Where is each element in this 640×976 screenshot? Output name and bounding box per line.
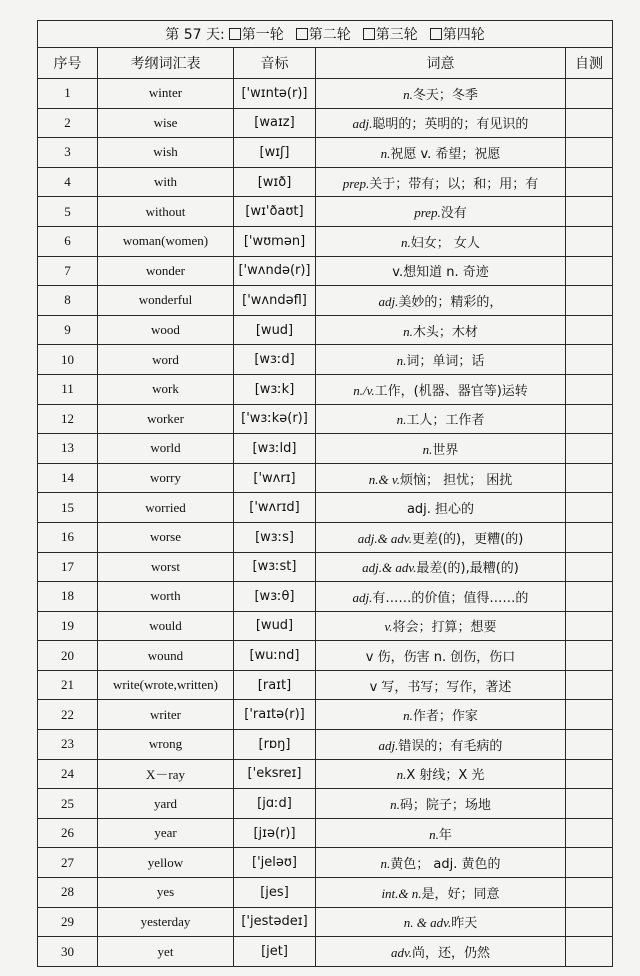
meaning-text: 关于；带有；以；和；用；有 bbox=[369, 176, 539, 192]
part-of-speech: n. bbox=[403, 323, 413, 339]
row-word: yellow bbox=[98, 848, 234, 878]
self-test-cell[interactable] bbox=[566, 907, 613, 937]
row-phonetic: [jet] bbox=[234, 937, 316, 967]
row-meaning bbox=[316, 138, 566, 168]
row-number: 20 bbox=[38, 641, 98, 671]
row-phonetic: [wɜːld] bbox=[234, 434, 316, 464]
row-meaning bbox=[316, 197, 566, 227]
row-meaning bbox=[316, 315, 566, 345]
row-number: 4 bbox=[38, 167, 98, 197]
row-word: write(wrote,written) bbox=[98, 670, 234, 700]
row-meaning bbox=[316, 611, 566, 641]
row-number: 22 bbox=[38, 700, 98, 730]
self-test-cell[interactable] bbox=[566, 315, 613, 345]
row-word: yet bbox=[98, 937, 234, 967]
row-word: worker bbox=[98, 404, 234, 434]
row-number: 27 bbox=[38, 848, 98, 878]
column-header-phonetic: 音标 bbox=[234, 48, 316, 79]
row-meaning bbox=[316, 493, 566, 523]
vocabulary-rows bbox=[38, 79, 613, 967]
self-test-cell[interactable] bbox=[566, 582, 613, 612]
part-of-speech: adj. bbox=[378, 293, 399, 309]
row-word: worried bbox=[98, 493, 234, 523]
self-test-cell[interactable] bbox=[566, 878, 613, 908]
row-word: work bbox=[98, 374, 234, 404]
row-number: 9 bbox=[38, 315, 98, 345]
row-number: 15 bbox=[38, 493, 98, 523]
row-number: 7 bbox=[38, 256, 98, 286]
table-row bbox=[38, 374, 613, 404]
row-word: yes bbox=[98, 878, 234, 908]
row-number: 29 bbox=[38, 907, 98, 937]
day-header bbox=[38, 21, 613, 48]
row-phonetic: [wuːnd] bbox=[234, 641, 316, 671]
row-number: 11 bbox=[38, 374, 98, 404]
self-test-cell[interactable] bbox=[566, 108, 613, 138]
table-row bbox=[38, 197, 613, 227]
table-row bbox=[38, 848, 613, 878]
self-test-cell[interactable] bbox=[566, 404, 613, 434]
part-of-speech: n. & adv. bbox=[403, 915, 452, 931]
part-of-speech: n. bbox=[401, 234, 411, 250]
row-phonetic: [wɜːd] bbox=[234, 345, 316, 375]
column-header-row bbox=[38, 48, 613, 79]
row-phonetic: [wɪ'ðaʊt] bbox=[234, 197, 316, 227]
meaning-text: v 写，书写；写作，著述 bbox=[369, 679, 512, 695]
row-number: 16 bbox=[38, 522, 98, 552]
row-phonetic: [wɪð] bbox=[234, 167, 316, 197]
row-meaning bbox=[316, 730, 566, 760]
row-phonetic: [waɪz] bbox=[234, 108, 316, 138]
part-of-speech: n. bbox=[380, 856, 391, 872]
row-meaning bbox=[316, 670, 566, 700]
column-header-self-test: 自测 bbox=[566, 48, 613, 79]
meaning-text: 烦恼； 担忧； 困扰 bbox=[399, 472, 513, 488]
row-number: 3 bbox=[38, 138, 98, 168]
part-of-speech: n. bbox=[390, 797, 400, 813]
table-row bbox=[38, 434, 613, 464]
row-meaning bbox=[316, 759, 566, 789]
meaning-text: 更差(的)，更糟(的) bbox=[411, 531, 524, 547]
row-word: writer bbox=[98, 700, 234, 730]
row-word: winter bbox=[98, 79, 234, 109]
self-test-cell[interactable] bbox=[566, 611, 613, 641]
table-row bbox=[38, 818, 613, 848]
table-row bbox=[38, 315, 613, 345]
row-meaning bbox=[316, 404, 566, 434]
self-test-cell[interactable] bbox=[566, 138, 613, 168]
row-phonetic: [wud] bbox=[234, 611, 316, 641]
row-phonetic: ['wʊmən] bbox=[234, 226, 316, 256]
row-word: yard bbox=[98, 789, 234, 819]
table-row bbox=[38, 582, 613, 612]
row-word: yesterday bbox=[98, 907, 234, 937]
part-of-speech: n. bbox=[422, 441, 433, 457]
self-test-cell[interactable] bbox=[566, 167, 613, 197]
row-number: 13 bbox=[38, 434, 98, 464]
row-meaning bbox=[316, 818, 566, 848]
row-meaning bbox=[316, 167, 566, 197]
part-of-speech: adj. bbox=[352, 116, 373, 132]
meaning-text: 聪明的；英明的；有见识的 bbox=[372, 117, 529, 133]
table-row bbox=[38, 907, 613, 937]
day-label: 第 57 天: bbox=[165, 27, 225, 43]
row-number: 5 bbox=[38, 197, 98, 227]
part-of-speech: n. bbox=[396, 353, 407, 369]
row-number: 26 bbox=[38, 818, 98, 848]
round-checkbox-1[interactable] bbox=[229, 28, 241, 40]
row-meaning bbox=[316, 582, 566, 612]
row-number: 30 bbox=[38, 937, 98, 967]
part-of-speech: int.& n. bbox=[381, 885, 422, 901]
row-number: 23 bbox=[38, 730, 98, 760]
column-header-number: 序号 bbox=[38, 48, 98, 79]
part-of-speech: adj.& adv. bbox=[357, 530, 412, 546]
self-test-cell[interactable] bbox=[566, 345, 613, 375]
round-label-1: 第一轮 bbox=[241, 27, 284, 43]
meaning-text: 工作，(机器、器官等)运转 bbox=[374, 383, 528, 399]
row-number: 21 bbox=[38, 670, 98, 700]
meaning-text: X 射线；X 光 bbox=[406, 768, 485, 784]
row-word: wood bbox=[98, 315, 234, 345]
title-row bbox=[38, 21, 613, 48]
row-phonetic: [wɪʃ] bbox=[234, 138, 316, 168]
column-header-word: 考纲词汇表 bbox=[98, 48, 234, 79]
meaning-text: 有……的价值；值得……的 bbox=[372, 590, 529, 606]
round-checkbox-2[interactable] bbox=[296, 28, 308, 40]
row-number: 19 bbox=[38, 611, 98, 641]
row-meaning bbox=[316, 226, 566, 256]
part-of-speech: adj.& adv. bbox=[362, 560, 417, 576]
row-word: wise bbox=[98, 108, 234, 138]
table-row bbox=[38, 79, 613, 109]
round-label-2: 第二轮 bbox=[308, 27, 351, 43]
row-phonetic: [rɒŋ] bbox=[234, 730, 316, 760]
row-meaning bbox=[316, 256, 566, 286]
row-word: woman(women) bbox=[98, 226, 234, 256]
table-row bbox=[38, 937, 613, 967]
row-phonetic: ['jestədeɪ] bbox=[234, 907, 316, 937]
row-word: world bbox=[98, 434, 234, 464]
row-word: with bbox=[98, 167, 234, 197]
table-row bbox=[38, 670, 613, 700]
self-test-cell[interactable] bbox=[566, 937, 613, 967]
part-of-speech: n. bbox=[403, 708, 413, 724]
row-phonetic: [wud] bbox=[234, 315, 316, 345]
table-row bbox=[38, 138, 613, 168]
row-word: word bbox=[98, 345, 234, 375]
table-row bbox=[38, 463, 613, 493]
row-meaning bbox=[316, 79, 566, 109]
row-word: wonderful bbox=[98, 286, 234, 316]
self-test-cell[interactable] bbox=[566, 759, 613, 789]
part-of-speech: n. bbox=[396, 767, 407, 783]
row-meaning bbox=[316, 434, 566, 464]
self-test-cell[interactable] bbox=[566, 641, 613, 671]
row-number: 12 bbox=[38, 404, 98, 434]
part-of-speech: n. bbox=[396, 412, 407, 428]
row-meaning bbox=[316, 463, 566, 493]
self-test-cell[interactable] bbox=[566, 730, 613, 760]
row-phonetic: [jɪə(r)] bbox=[234, 818, 316, 848]
row-word: worse bbox=[98, 522, 234, 552]
self-test-cell[interactable] bbox=[566, 226, 613, 256]
self-test-cell[interactable] bbox=[566, 818, 613, 848]
vocabulary-table bbox=[37, 20, 613, 967]
table-row bbox=[38, 167, 613, 197]
row-phonetic: [wɜːθ] bbox=[234, 582, 316, 612]
row-number: 25 bbox=[38, 789, 98, 819]
meaning-text: 将会；打算；想要 bbox=[392, 620, 497, 636]
row-number: 8 bbox=[38, 286, 98, 316]
meaning-text: adj. 担心的 bbox=[406, 502, 475, 518]
row-phonetic: ['eksreɪ] bbox=[234, 759, 316, 789]
self-test-cell[interactable] bbox=[566, 493, 613, 523]
part-of-speech: n./v. bbox=[353, 382, 375, 398]
round-label-3: 第三轮 bbox=[375, 27, 418, 43]
meaning-text: 错误的；有毛病的 bbox=[398, 738, 503, 754]
column-header-meaning: 词意 bbox=[316, 48, 566, 79]
meaning-text: 昨天 bbox=[451, 916, 478, 932]
table-row bbox=[38, 493, 613, 523]
row-phonetic: ['wɪntə(r)] bbox=[234, 79, 316, 109]
row-phonetic: [jes] bbox=[234, 878, 316, 908]
table-row bbox=[38, 759, 613, 789]
row-phonetic: ['wʌndəfl] bbox=[234, 286, 316, 316]
row-phonetic: ['wʌrɪ] bbox=[234, 463, 316, 493]
row-phonetic: [wɜːk] bbox=[234, 374, 316, 404]
row-number: 17 bbox=[38, 552, 98, 582]
row-meaning bbox=[316, 522, 566, 552]
row-meaning bbox=[316, 345, 566, 375]
row-meaning bbox=[316, 937, 566, 967]
row-meaning bbox=[316, 108, 566, 138]
row-meaning bbox=[316, 641, 566, 671]
meaning-text: 黄色； adj. 黄色的 bbox=[390, 857, 501, 873]
table-row bbox=[38, 700, 613, 730]
meaning-text: 码；院子；场地 bbox=[399, 798, 491, 814]
row-phonetic: ['wʌrɪd] bbox=[234, 493, 316, 523]
row-phonetic: [wɜːs] bbox=[234, 522, 316, 552]
row-word: worth bbox=[98, 582, 234, 612]
self-test-cell[interactable] bbox=[566, 848, 613, 878]
row-number: 10 bbox=[38, 345, 98, 375]
row-phonetic: [jɑːd] bbox=[234, 789, 316, 819]
meaning-text: 年 bbox=[438, 827, 452, 843]
self-test-cell[interactable] bbox=[566, 374, 613, 404]
row-phonetic: ['raɪtə(r)] bbox=[234, 700, 316, 730]
table-row bbox=[38, 522, 613, 552]
table-row bbox=[38, 789, 613, 819]
meaning-text: 没有 bbox=[440, 206, 467, 222]
meaning-text: 工人；工作者 bbox=[406, 413, 485, 429]
meaning-text: 妇女； 女人 bbox=[410, 235, 480, 251]
row-meaning bbox=[316, 374, 566, 404]
self-test-cell[interactable] bbox=[566, 286, 613, 316]
part-of-speech: prep. bbox=[414, 205, 441, 221]
self-test-cell[interactable] bbox=[566, 552, 613, 582]
row-phonetic: ['jeləʊ] bbox=[234, 848, 316, 878]
meaning-text: v.想知道 n. 奇迹 bbox=[392, 265, 489, 281]
row-phonetic: [raɪt] bbox=[234, 670, 316, 700]
part-of-speech: adj. bbox=[378, 737, 399, 753]
part-of-speech: adv. bbox=[390, 945, 413, 961]
round-checkbox-3[interactable] bbox=[363, 28, 375, 40]
table-row bbox=[38, 286, 613, 316]
self-test-cell[interactable] bbox=[566, 434, 613, 464]
round-label-4: 第四轮 bbox=[442, 27, 485, 43]
meaning-text: 是，好；同意 bbox=[421, 886, 500, 902]
table-row bbox=[38, 226, 613, 256]
table-row bbox=[38, 878, 613, 908]
self-test-cell[interactable] bbox=[566, 700, 613, 730]
row-number: 1 bbox=[38, 79, 98, 109]
round-checkbox-4[interactable] bbox=[430, 28, 442, 40]
row-meaning bbox=[316, 848, 566, 878]
meaning-text: 作者；作家 bbox=[412, 709, 478, 725]
meaning-text: 祝愿 v. 希望；祝愿 bbox=[390, 146, 501, 162]
meaning-text: 最差(的),最糟(的) bbox=[416, 561, 519, 577]
row-phonetic: ['wɜːkə(r)] bbox=[234, 404, 316, 434]
self-test-cell[interactable] bbox=[566, 197, 613, 227]
meaning-text: 词；单词；话 bbox=[406, 354, 485, 370]
row-number: 28 bbox=[38, 878, 98, 908]
row-meaning bbox=[316, 878, 566, 908]
meaning-text: v 伤，伤害 n. 创伤，伤口 bbox=[365, 650, 516, 666]
part-of-speech: prep. bbox=[342, 175, 370, 191]
table-row bbox=[38, 345, 613, 375]
row-number: 18 bbox=[38, 582, 98, 612]
row-meaning bbox=[316, 789, 566, 819]
table-row bbox=[38, 641, 613, 671]
self-test-cell[interactable] bbox=[566, 256, 613, 286]
row-word: X－ray bbox=[98, 759, 234, 789]
row-phonetic: ['wʌndə(r)] bbox=[234, 256, 316, 286]
row-number: 24 bbox=[38, 759, 98, 789]
row-meaning bbox=[316, 286, 566, 316]
row-word: wound bbox=[98, 641, 234, 671]
row-word: without bbox=[98, 197, 234, 227]
self-test-cell[interactable] bbox=[566, 522, 613, 552]
meaning-text: 尚，还，仍然 bbox=[412, 946, 491, 962]
row-word: wish bbox=[98, 138, 234, 168]
self-test-cell[interactable] bbox=[566, 79, 613, 109]
row-meaning bbox=[316, 907, 566, 937]
meaning-text: 世界 bbox=[432, 442, 459, 458]
table-row bbox=[38, 730, 613, 760]
table-row bbox=[38, 404, 613, 434]
row-number: 6 bbox=[38, 226, 98, 256]
row-number: 2 bbox=[38, 108, 98, 138]
self-test-cell[interactable] bbox=[566, 463, 613, 493]
part-of-speech: n. bbox=[429, 826, 439, 842]
table-row bbox=[38, 552, 613, 582]
meaning-text: 冬天；冬季 bbox=[412, 87, 478, 103]
row-phonetic: [wɜːst] bbox=[234, 552, 316, 582]
part-of-speech: adj. bbox=[352, 589, 373, 605]
row-number: 14 bbox=[38, 463, 98, 493]
row-word: wrong bbox=[98, 730, 234, 760]
row-word: would bbox=[98, 611, 234, 641]
table-row bbox=[38, 256, 613, 286]
part-of-speech: n. bbox=[403, 86, 413, 102]
row-meaning bbox=[316, 700, 566, 730]
row-meaning bbox=[316, 552, 566, 582]
row-word: worst bbox=[98, 552, 234, 582]
meaning-text: 美妙的；精彩的， bbox=[398, 294, 503, 310]
table-row bbox=[38, 108, 613, 138]
meaning-text: 木头；木材 bbox=[412, 324, 478, 340]
row-word: wonder bbox=[98, 256, 234, 286]
self-test-cell[interactable] bbox=[566, 670, 613, 700]
table-row bbox=[38, 611, 613, 641]
row-word: year bbox=[98, 818, 234, 848]
part-of-speech: v. bbox=[384, 619, 393, 635]
row-word: worry bbox=[98, 463, 234, 493]
part-of-speech: n.& v. bbox=[368, 471, 400, 487]
part-of-speech: n. bbox=[380, 145, 391, 161]
self-test-cell[interactable] bbox=[566, 789, 613, 819]
